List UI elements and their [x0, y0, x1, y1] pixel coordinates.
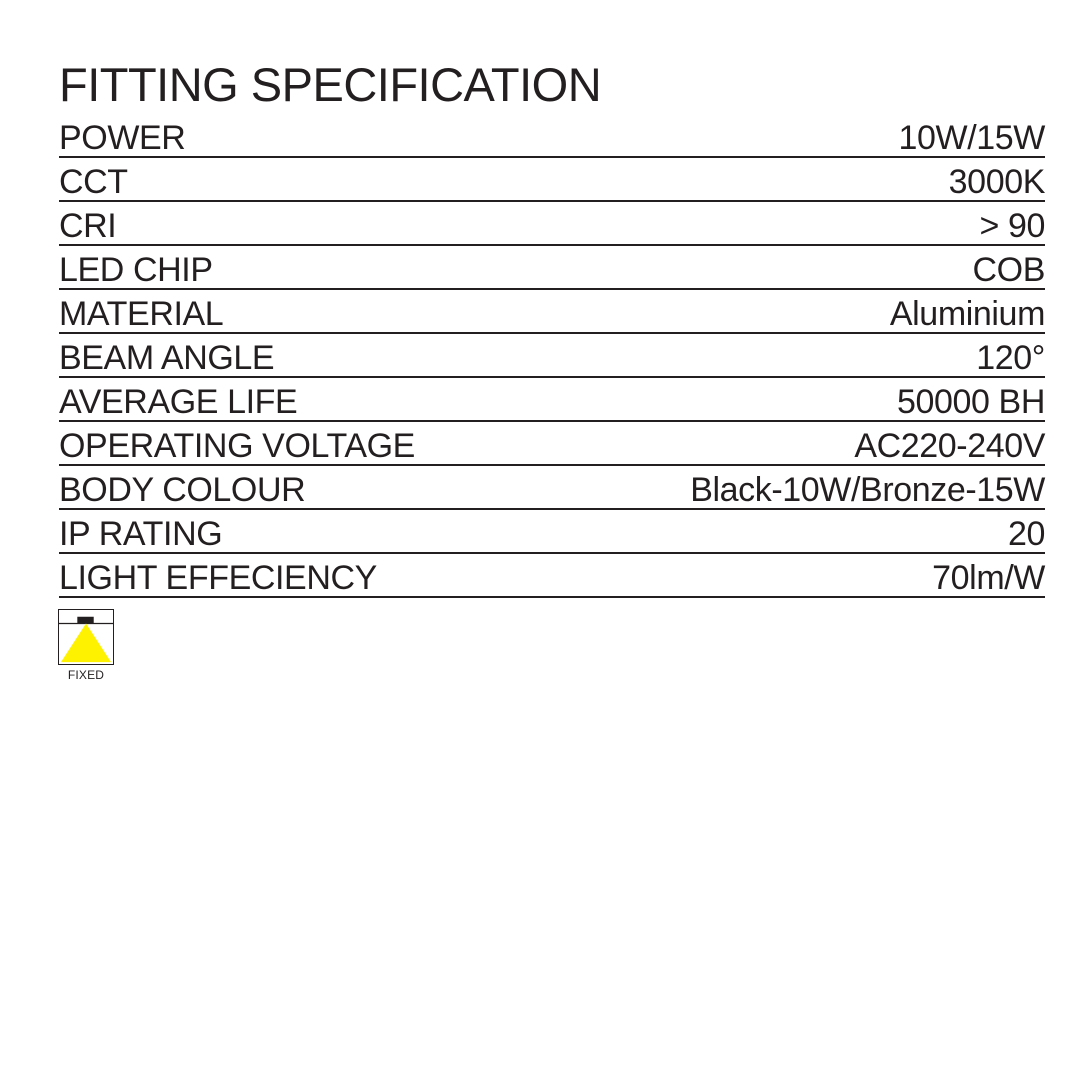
spec-value: Aluminium [889, 295, 1045, 333]
spec-row-average-life [59, 378, 1045, 422]
spec-value: 20 [1007, 515, 1045, 553]
fixed-downlight-svg [59, 610, 113, 664]
spec-value: 70lm/W [932, 559, 1045, 597]
spec-label: LIGHT EFFECIENCY [59, 559, 377, 597]
spec-value: 10W/15W [898, 119, 1045, 157]
spec-table [59, 114, 1045, 598]
spec-value: 3000K [948, 163, 1045, 201]
fixed-downlight-icon [58, 609, 114, 665]
page-title: FITTING SPECIFICATION [59, 58, 602, 111]
spec-row-operating-voltage [59, 422, 1045, 466]
spec-label: CCT [59, 163, 128, 201]
spec-label: LED CHIP [59, 251, 213, 289]
spec-label: MATERIAL [59, 295, 224, 333]
spec-label: IP RATING [59, 515, 223, 553]
spec-value: AC220-240V [854, 427, 1045, 465]
spec-row-body-colour [59, 466, 1045, 510]
spec-value: > 90 [979, 207, 1045, 245]
spec-row-cct [59, 158, 1045, 202]
spec-row-ip-rating [59, 510, 1045, 554]
spec-label: OPERATING VOLTAGE [59, 427, 415, 465]
spec-value: 50000 BH [896, 383, 1045, 421]
fixed-label: FIXED [67, 668, 105, 682]
spec-row-power [59, 114, 1045, 158]
spec-row-led-chip [59, 246, 1045, 290]
spec-value: COB [972, 251, 1045, 289]
spec-row-material [59, 290, 1045, 334]
spec-label: CRI [59, 207, 117, 245]
spec-label: POWER [59, 119, 186, 157]
spec-value: 120° [976, 339, 1045, 377]
light-beam [61, 624, 111, 663]
spec-label: AVERAGE LIFE [59, 383, 298, 421]
spec-label: BODY COLOUR [59, 471, 306, 509]
spec-label: BEAM ANGLE [59, 339, 275, 377]
spec-value: Black-10W/Bronze-15W [690, 471, 1045, 509]
spec-row-cri [59, 202, 1045, 246]
spec-row-light-efficiency [59, 554, 1045, 598]
spec-row-beam-angle [59, 334, 1045, 378]
fixture-body [77, 617, 93, 624]
